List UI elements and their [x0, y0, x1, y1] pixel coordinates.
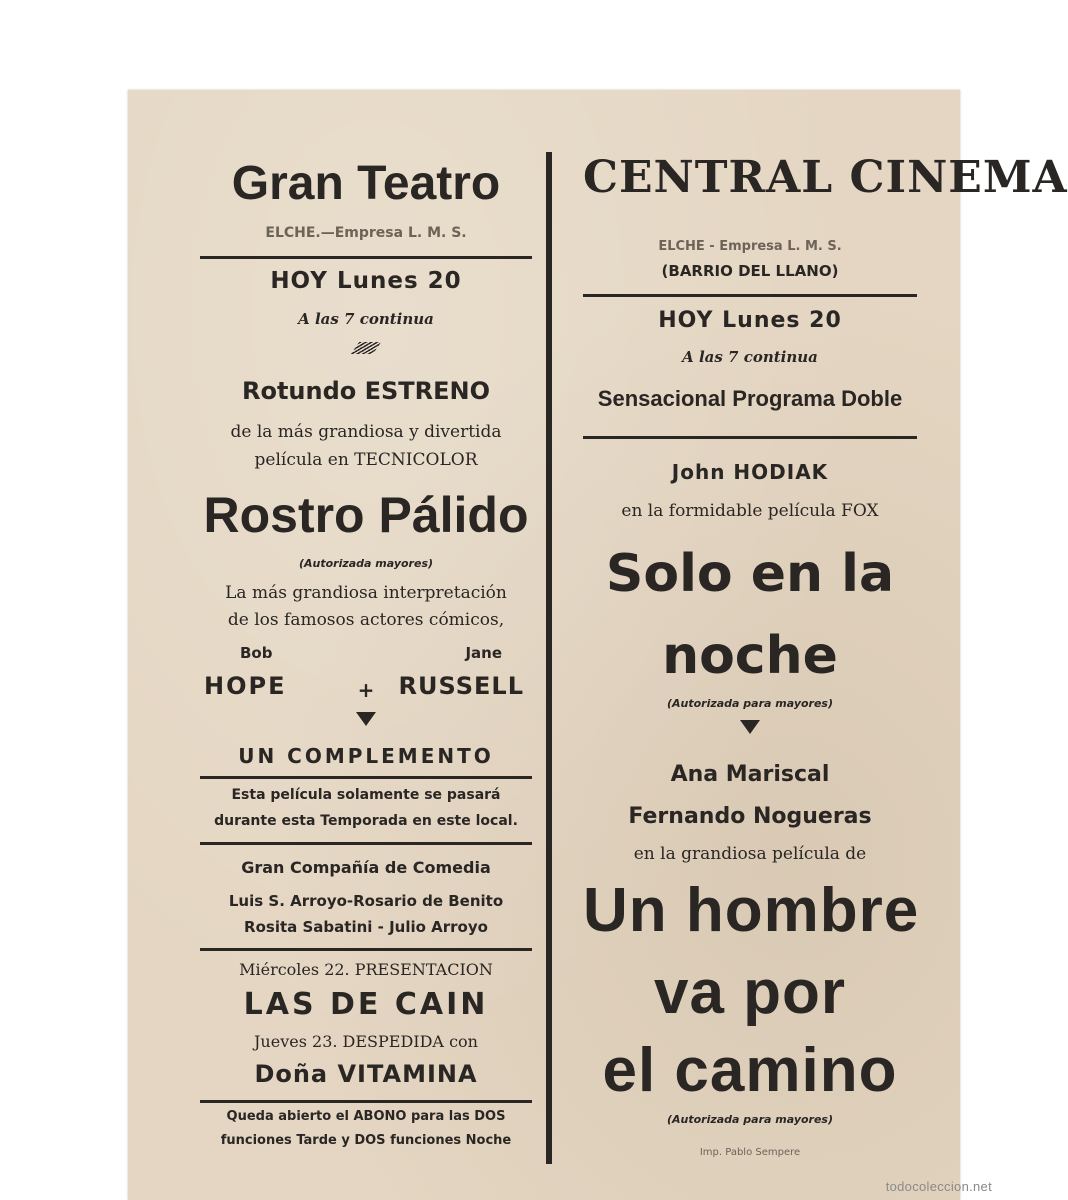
rule	[583, 294, 917, 297]
theatre-name: Gran Teatro	[231, 157, 501, 210]
show-title-1: LAS DE CAIN	[243, 987, 489, 1022]
company-title: Gran Compañía de Comedia	[241, 858, 491, 877]
date-line: HOY Lunes 20	[270, 268, 462, 294]
rule	[583, 436, 917, 439]
actor1-first-name: Bob	[240, 644, 273, 662]
wednesday-line: Miércoles 22. PRESENTACION	[239, 960, 493, 979]
show-title-2: Doña VITAMINA	[254, 1060, 478, 1088]
rule	[200, 842, 532, 845]
description-line-2: película en TECNICOLOR	[254, 450, 478, 470]
time-line: A las 7 continua	[682, 348, 818, 366]
watermark: todocoleccion.net	[885, 1179, 992, 1194]
film1-title-line-2: noche	[662, 626, 838, 686]
cast-line-2: Rosita Sabatini - Julio Arroyo	[244, 918, 488, 936]
film2-title-line-2: va por	[653, 958, 847, 1027]
company-line: ELCHE.—Empresa L. M. S.	[265, 225, 467, 241]
actor2-first-name: Jane	[465, 644, 502, 662]
date-line: HOY Lunes 20	[658, 308, 842, 333]
column-divider	[546, 152, 552, 1164]
cast-line-1: Luis S. Arroyo-Rosario de Benito	[228, 892, 504, 910]
program-line: Sensacional Programa Doble	[597, 386, 903, 411]
district-line: (BARRIO DEL LLANO)	[661, 262, 839, 280]
rating-line-1: (Autorizada para mayores)	[666, 697, 834, 710]
abono-line-2: funciones Tarde y DOS funciones Noche	[220, 1133, 512, 1148]
interpretation-line-2: de los famosos actores cómicos,	[227, 610, 505, 630]
actor2-line: Fernando Nogueras	[628, 804, 872, 829]
premiere-line: Rotundo ESTRENO	[241, 377, 491, 405]
theatre-name: CENTRAL CINEMA	[583, 152, 1068, 203]
actor1-last-name: HOPE	[204, 672, 287, 700]
film2-title-line-3: el camino	[602, 1036, 898, 1105]
company-line: ELCHE - Empresa L. M. S.	[658, 239, 842, 254]
plus-sign: +	[357, 678, 375, 702]
time-line: A las 7 continua	[298, 310, 434, 328]
thursday-line: Jueves 23. DESPEDIDA con	[254, 1032, 478, 1051]
interpretation-line-1: La más grandiosa interpretación	[225, 583, 507, 603]
triangle-ornament-icon	[356, 712, 376, 726]
film2-title-line-1: Un hombre	[583, 876, 920, 945]
rule	[200, 776, 532, 779]
rule	[200, 948, 532, 951]
description-line-1: de la más grandiosa y divertida	[230, 422, 502, 442]
complement-heading: UN COMPLEMENTO	[238, 744, 494, 768]
film-title: Rostro Pálido	[203, 487, 529, 543]
film-description: en la formidable película FOX	[621, 501, 879, 521]
actress-line: Ana Mariscal	[670, 762, 830, 787]
printer-line: Imp. Pablo Sempere	[699, 1147, 801, 1158]
rule	[200, 256, 532, 259]
rule	[200, 1100, 532, 1103]
film-description-2: en la grandiosa película de	[633, 844, 867, 864]
triangle-ornament-icon	[740, 720, 760, 734]
rating-line-2: (Autorizada para mayores)	[666, 1113, 834, 1126]
actor-line: John HODIAK	[671, 460, 829, 484]
rating-line: (Autorizada mayores)	[298, 557, 434, 570]
note-line-1: Esta película solamente se pasará	[231, 787, 501, 803]
note-line-2: durante esta Temporada en este local.	[214, 813, 518, 829]
actor2-last-name: RUSSELL	[398, 672, 524, 700]
film1-title-line-1: Solo en la	[605, 544, 895, 604]
abono-line-1: Queda abierto el ABONO para las DOS	[226, 1109, 506, 1124]
